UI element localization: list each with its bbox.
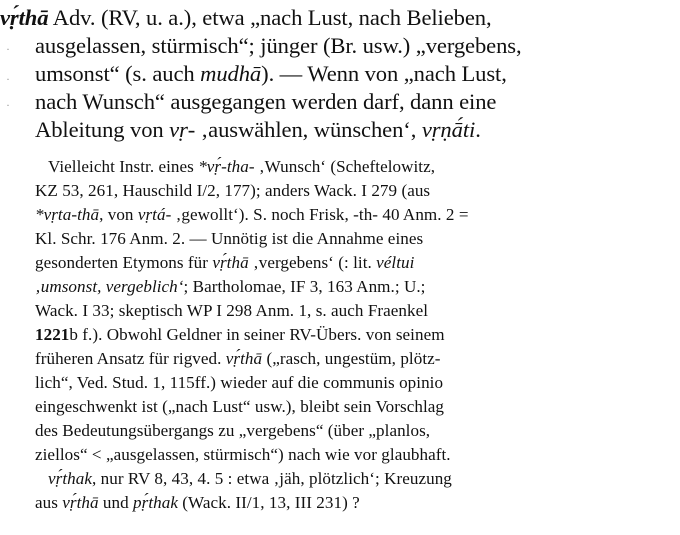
entry-text: ausgelassen, stürmisch“; jünger (Br. usw.) „vergebens,: [35, 33, 522, 58]
note-text: aus: [35, 493, 63, 512]
note-text: ‚gewollt‘). S. noch Frisk, -th- 40 Anm. 2 =: [171, 205, 469, 224]
note-bold-number: 1221: [35, 325, 70, 344]
note-line-11: [35, 396, 444, 417]
entry-headword: vṛ́thā: [0, 5, 49, 30]
note-text: , nur RV 8, 43, 4. 5 : etwa ‚jäh, plötzlich‘; Kreuzung: [91, 469, 452, 488]
note-text: lich“, Ved. Stud. 1, 115ff.) wieder auf die communis opinio: [35, 373, 444, 392]
margin-mark: ·: [6, 72, 10, 86]
note-text: Wack. I 33; skeptisch WP I 298 Anm. 1, s. auch Fraenkel: [35, 301, 429, 320]
note-line-1: [48, 156, 435, 177]
note-italic: vṛ́thak: [48, 469, 92, 488]
entry-main-line-3: [35, 61, 507, 87]
note-text: b f.). Obwohl Geldner in seiner RV-Übers. von seinem: [69, 325, 445, 344]
note-line-13: [35, 444, 451, 465]
note-text: früheren Ansatz für rigved.: [35, 349, 226, 368]
note-text: ziellos“ < „ausgelassen, stürmisch“) nach wie vor glaubhaft.: [35, 445, 451, 464]
note-text: (Wack. II/1, 13, III 231) ?: [177, 493, 360, 512]
root-word: vṛ-: [169, 117, 196, 142]
note-text: und: [98, 493, 134, 512]
entry-text: ‚auswählen, wünschen‘,: [195, 117, 422, 142]
note-line-3: [35, 204, 469, 225]
note-text: Vielleicht Instr. eines: [48, 157, 199, 176]
note-italic: véltui: [376, 253, 415, 272]
note-italic: vṛ́thā: [212, 253, 249, 272]
entry-text: Ableitung von: [35, 117, 170, 142]
entry-main-line-2: [35, 33, 522, 59]
entry-text: .: [475, 117, 481, 142]
entry-main-line-5: [35, 117, 481, 143]
note-text: eingeschwenkt ist („nach Lust“ usw.), bleibt sein Vorschlag: [35, 397, 444, 416]
note-line-10: [35, 372, 443, 393]
note-text: Kl. Schr. 176 Anm. 2. — Unnötig ist die Annahme eines: [35, 229, 424, 248]
margin-mark: ·: [6, 42, 10, 56]
note-italic: vṛ́thā: [62, 493, 99, 512]
note-text: des Bedeutungsübergangs zu „vergebens“ (über „planlos,: [35, 421, 431, 440]
note-text: KZ 53, 261, Hauschild I/2, 177); anders Wack. I 279 (aus: [35, 181, 431, 200]
entry-text: ). — Wenn von „nach Lust,: [261, 61, 507, 86]
note-italic: *vṛta-thā: [35, 205, 100, 224]
note-line-9: [35, 348, 441, 369]
note-line-6: [35, 276, 425, 297]
note-line-12: [35, 420, 430, 441]
note-text: ‚vergebens‘ (: lit.: [248, 253, 377, 272]
verb-form: vṛṇā́ti: [421, 117, 476, 142]
note-line-5: [35, 252, 414, 273]
note-italic: ‚umsonst, vergeblich‘: [35, 277, 184, 296]
note-text: („rasch, ungestüm, plötz-: [262, 349, 441, 368]
note-line-2: [35, 180, 430, 201]
note-line-4: [35, 228, 423, 249]
note-line-8: [35, 324, 445, 345]
entry-main-line-1: [0, 5, 492, 31]
entry-text: nach Wunsch“ ausgegangen werden darf, dann eine: [35, 89, 497, 114]
margin-mark: ·: [6, 98, 10, 112]
note-italic: *vṛ́-tha-: [198, 157, 255, 176]
note-text: gesonderten Etymons für: [35, 253, 213, 272]
note-italic: pṛ́thak: [133, 493, 178, 512]
note-line-15: [35, 492, 360, 513]
note-text: , von: [99, 205, 138, 224]
note-line-14: [48, 468, 452, 489]
entry-text: umsonst“ (s. auch: [35, 61, 201, 86]
entry-text: Adv. (RV, u. a.), etwa „nach Lust, nach Belieben,: [48, 5, 492, 30]
note-text: ‚Wunsch‘ (Scheftelowitz,: [254, 157, 436, 176]
note-line-7: [35, 300, 428, 321]
note-italic: vṛtá-: [137, 205, 172, 224]
entry-main-line-4: [35, 89, 496, 115]
cross-reference-word: mudhā: [200, 61, 262, 86]
note-italic: vṛ́thā: [225, 349, 263, 368]
note-text: ; Bartholomae, IF 3, 163 Anm.; U.;: [183, 277, 426, 296]
